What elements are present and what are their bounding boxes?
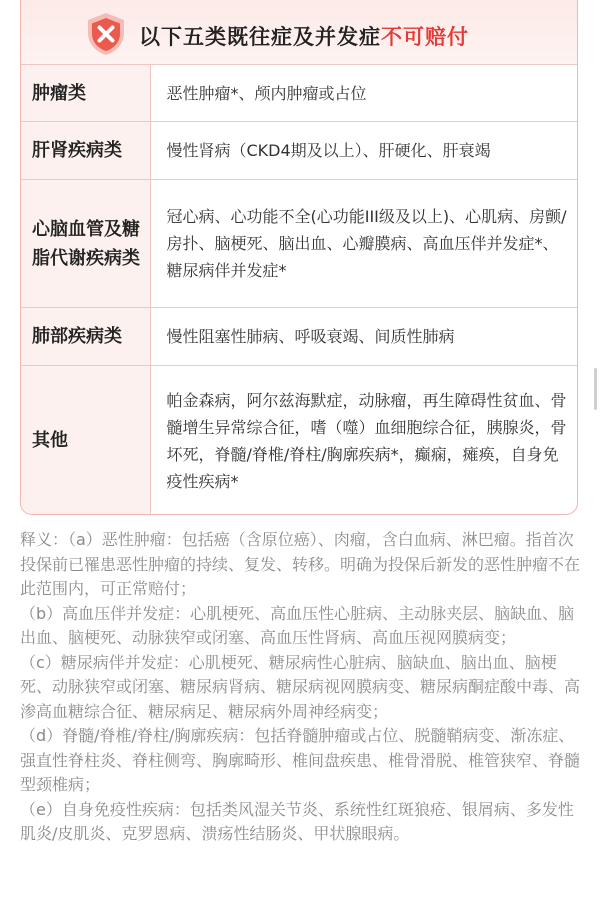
note-paragraph: 释义：（a）恶性肿瘤：包括癌（含原位癌）、肉瘤，含白血病、淋巴瘤。指首次投保前已罹患恶性肿瘤的持续、复发、转移。明确为投保后新发的恶性肿瘤不在此范围内，可正常赔付； (20, 530, 581, 598)
category-cell: 其他 (21, 366, 150, 516)
category-cell: 肝肾疾病类 (21, 122, 150, 180)
note-paragraph: （e）自身免疫性疾病：包括类风湿关节炎、系统性红斑狼疮、银屑病、多发性肌炎/皮肌炎、克罗恩病、溃疡性结肠炎、甲状腺眼病。 (20, 799, 574, 843)
exclusion-table (21, 64, 578, 515)
note-paragraph: （b）高血压伴并发症：心肌梗死、高血压性心脏病、主动脉夹层、脑缺血、脑出血、脑梗死、动脉狭窄或闭塞、高血压性肾病、高血压视网膜病变； (20, 603, 575, 647)
content-cell: 慢性肾病（CKD4期及以上）、肝硬化、肝衰竭 (150, 122, 578, 180)
table-row (21, 65, 578, 122)
title-highlight: 不可赔付 (381, 25, 469, 49)
table-row (21, 366, 578, 516)
content-cell: 帕金森病，阿尔兹海默症，动脉瘤，再生障碍性贫血、骨髓增生异常综合征，嗜（噬）血细胞综合征，胰腺炎，骨坏死，脊髓/脊椎/脊柱/胸廓疾病*，癫痫，瘫痪，自身免疫性疾病* (150, 366, 578, 516)
table-row (21, 180, 578, 308)
note-paragraph: （d）脊髓/脊椎/脊柱/胸廓疾病：包括脊髓肿瘤或占位、脱髓鞘病变、渐冻症、强直性脊柱炎、脊柱侧弯、胸廓畸形、椎间盘疾患、椎骨滑脱、椎管狭窄、脊髓型颈椎病； (20, 726, 581, 794)
shield-x-icon (83, 11, 129, 57)
content-cell: 恶性肿瘤*、颅内肿瘤或占位 (150, 65, 578, 122)
notes-section (20, 528, 582, 847)
card-title (139, 21, 469, 51)
category-cell: 心脑血管及糖脂代谢疾病类 (21, 180, 150, 308)
title-main: 以下五类既往症及并发症 (139, 25, 381, 49)
table-row (21, 122, 578, 180)
card-header (21, 0, 578, 64)
table-row (21, 308, 578, 366)
category-cell: 肺部疾病类 (21, 308, 150, 366)
scrollbar-thumb[interactable] (594, 368, 597, 410)
content-cell: 冠心病、心功能不全(心功能III级及以上)、心肌病、房颤/房扑、脑梗死、脑出血、心瓣膜病、高血压伴并发症*、糖尿病伴并发症* (150, 180, 578, 308)
content-cell: 慢性阻塞性肺病、呼吸衰竭、间质性肺病 (150, 308, 578, 366)
note-paragraph: （c）糖尿病伴并发症：心肌梗死、糖尿病性心脏病、脑缺血、脑出血、脑梗死、动脉狭窄或闭塞、糖尿病肾病、糖尿病视网膜病变、糖尿病酮症酸中毒、高渗高血糖综合征、糖尿病足、糖尿病外周神经病变； (20, 652, 581, 721)
exclusion-card (20, 0, 578, 515)
category-cell: 肿瘤类 (21, 65, 150, 122)
